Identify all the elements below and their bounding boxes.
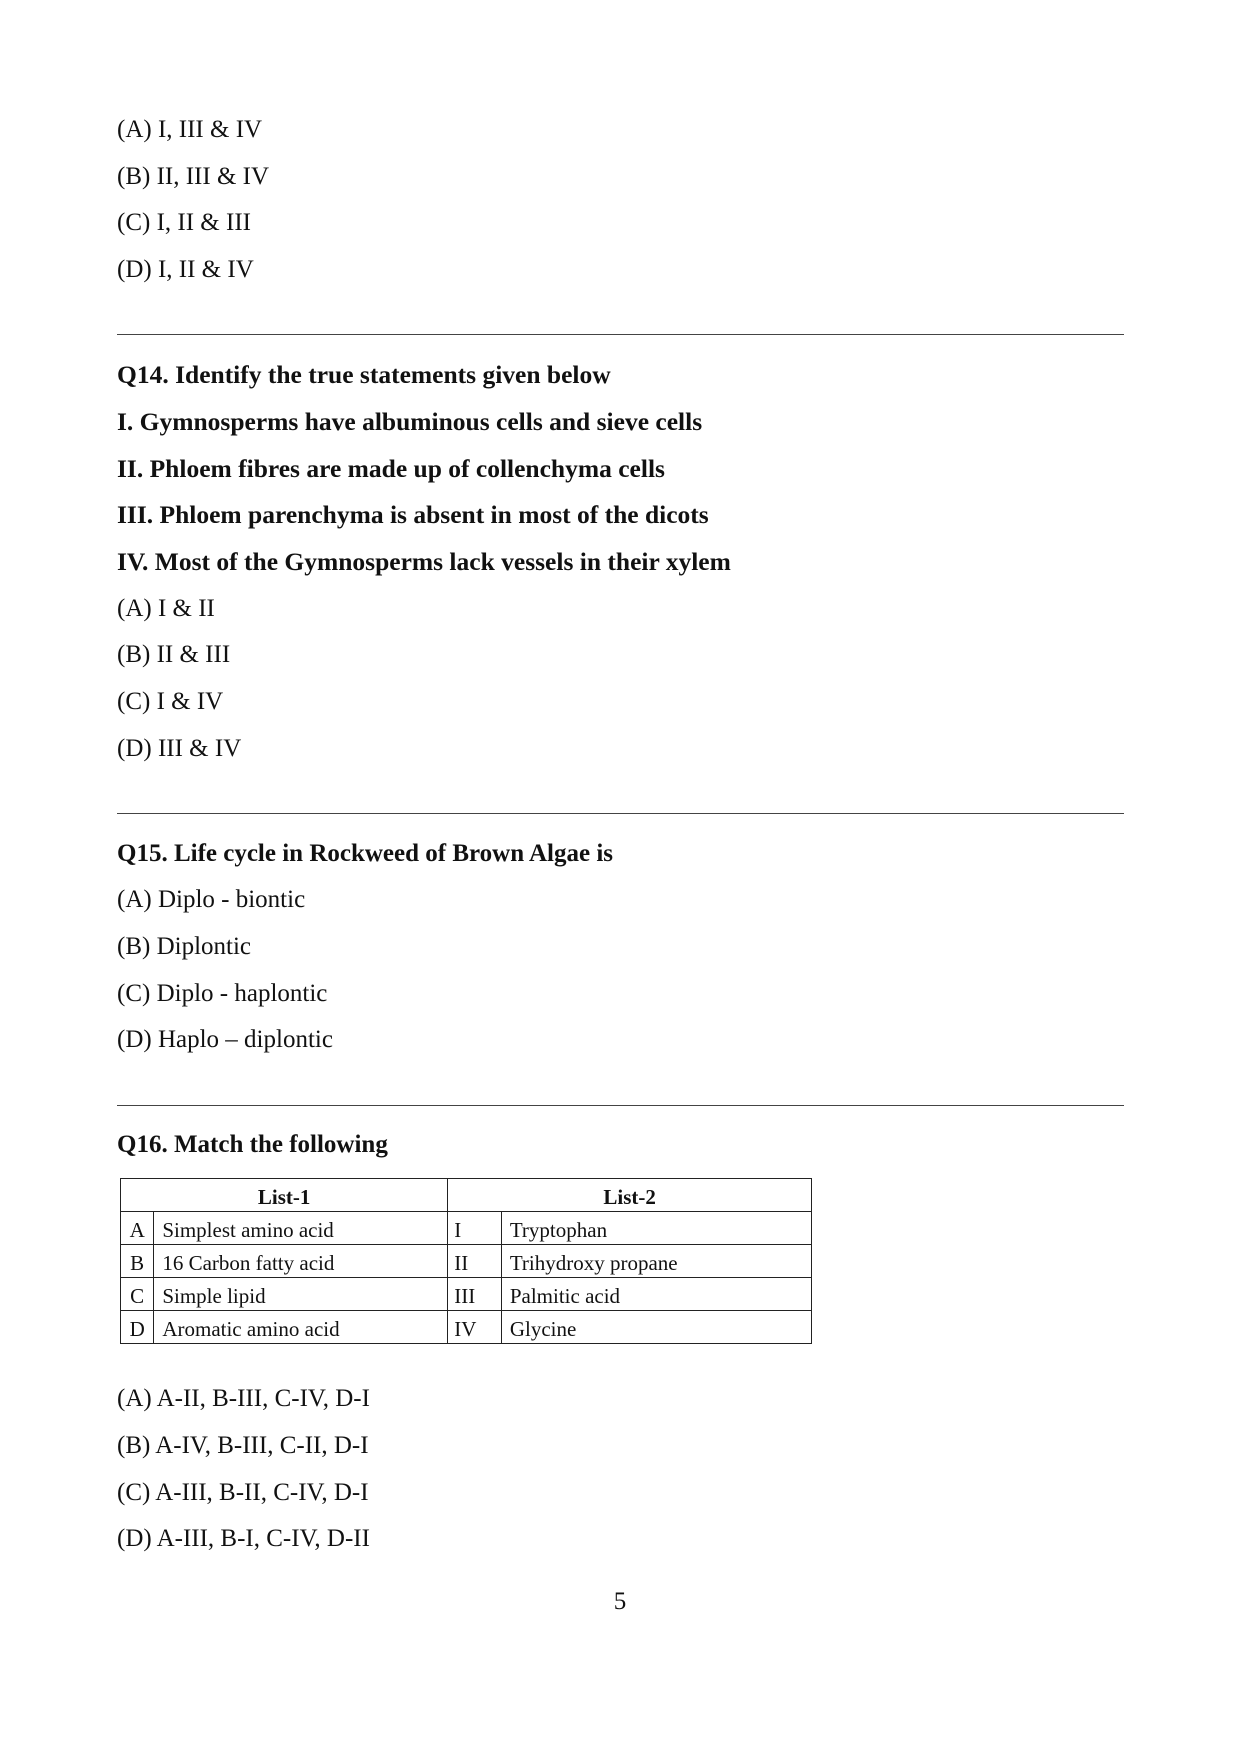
row-key: A [121,1212,154,1245]
list2-item: Palmitic acid [501,1278,811,1311]
q14-option-a: (A) I & II [117,595,215,622]
q14-statement-4: IV. Most of the Gymnosperms lack vessels in their xylem [117,547,731,576]
q14-question: Q14. Identify the true statements given below [117,360,611,389]
q16-option-c: (C) A-III, B-II, C-IV, D-I [117,1479,369,1506]
list2-header: List-2 [448,1179,812,1212]
q14-option-d: (D) III & IV [117,735,242,762]
row-key: C [121,1278,154,1311]
q13-option-a: (A) I, III & IV [117,116,263,143]
list1-item: Simple lipid [154,1278,448,1311]
q13-option-d: (D) I, II & IV [117,256,254,283]
list1-item: Aromatic amino acid [154,1311,448,1344]
q15-option-a: (A) Diplo - biontic [117,886,306,913]
table-row [121,1245,812,1278]
list2-item: Trihydroxy propane [501,1245,811,1278]
match-table [120,1178,812,1344]
page-number: 5 [613,1588,627,1615]
q15-option-b: (B) Diplontic [117,933,252,960]
list1-item: 16 Carbon fatty acid [154,1245,448,1278]
row-roman: III [448,1278,502,1311]
divider [117,334,1124,335]
q14-statement-1: I. Gymnosperms have albuminous cells and sieve cells [117,407,703,436]
row-roman: I [448,1212,502,1245]
table-row [121,1311,812,1344]
q15-question: Q15. Life cycle in Rockweed of Brown Algae is [117,840,614,867]
list2-item: Glycine [501,1311,811,1344]
divider [117,813,1124,814]
q16-option-d: (D) A-III, B-I, C-IV, D-II [117,1525,370,1552]
list1-header: List-1 [121,1179,448,1212]
list2-item: Tryptophan [501,1212,811,1245]
row-key: D [121,1311,154,1344]
q16-question: Q16. Match the following [117,1131,388,1158]
divider [117,1105,1124,1106]
row-key: B [121,1245,154,1278]
list1-item: Simplest amino acid [154,1212,448,1245]
q14-option-b: (B) II & III [117,641,231,668]
q15-option-d: (D) Haplo – diplontic [117,1026,333,1053]
q16-option-a: (A) A-II, B-III, C-IV, D-I [117,1385,370,1412]
q14-statement-3: III. Phloem parenchyma is absent in most of the dicots [117,500,709,529]
q14-statement-2: II. Phloem fibres are made up of collenchyma cells [117,454,665,483]
table-header-row [121,1179,812,1212]
q13-option-b: (B) II, III & IV [117,163,270,190]
table-row [121,1212,812,1245]
q13-option-c: (C) I, II & III [117,209,251,236]
row-roman: II [448,1245,502,1278]
q14-option-c: (C) I & IV [117,688,224,715]
q15-option-c: (C) Diplo - haplontic [117,980,328,1007]
q16-option-b: (B) A-IV, B-III, C-II, D-I [117,1432,369,1459]
table-row [121,1278,812,1311]
row-roman: IV [448,1311,502,1344]
